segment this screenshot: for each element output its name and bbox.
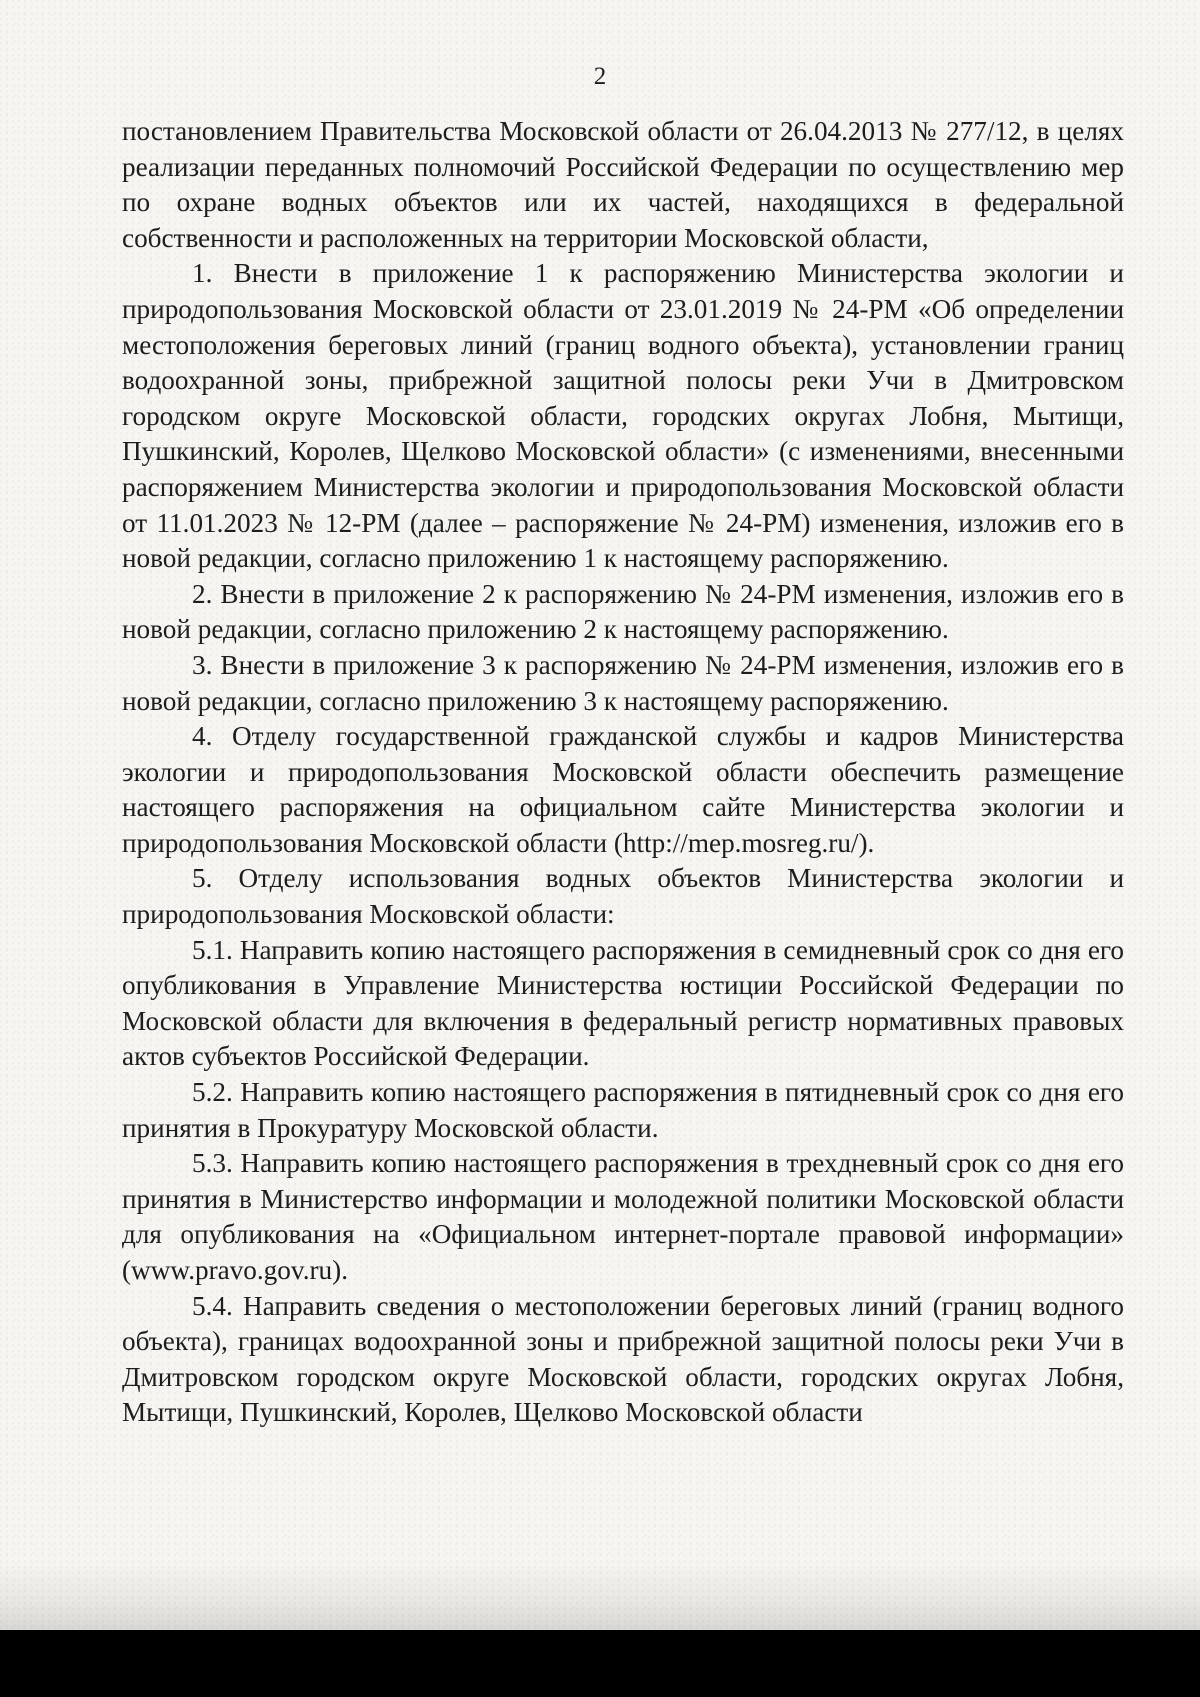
scan-black-band bbox=[0, 1630, 1200, 1697]
paragraph-item-5-4: 5.4. Направить сведения о местоположении береговых линий (границ водного объекта), границах водоохранной зоны и прибрежной защитной полосы реки Учи в Дмитровском городском округе Московской области, городских округах Лобня, Мытищи, Пушкинский, Королев, Щелково Московской области bbox=[122, 1290, 1124, 1428]
paragraph-preamble: постановлением Правительства Московской области от 26.04.2013 № 277/12, в целях реализации переданных полномочий Российской Федерации по осуществлению мер по охране водных объектов или их частей, находящихся в федеральной собственности и расположенных на территории Московской области, bbox=[122, 116, 1124, 253]
paragraph-item-5-2: 5.2. Направить копию настоящего распоряжения в пятидневный срок со дня его принятия в Прокуратуру Московской области. bbox=[122, 1077, 1124, 1143]
paragraph-item-4: 4. Отделу государственной гражданской службы и кадров Министерства экологии и природопользования Московской области обеспечить размещение настоящего распоряжения на официальном сайте Министерства экологии и природопользования Московской области (http://mep.mosreg.ru/). bbox=[122, 721, 1124, 858]
page-bottom-shadow bbox=[0, 1560, 1200, 1630]
paragraph-item-3: 3. Внести в приложение 3 к распоряжению № 24-РМ изменения, изложив его в новой редакции, согласно приложению 3 к настоящему распоряжению. bbox=[122, 649, 1124, 716]
paragraph-item-5-1: 5.1. Направить копию настоящего распоряжения в семидневный срок со дня его опубликования в Управление Министерства юстиции Российской Федерации по Московской области для включения в федеральный регистр нормативных правовых актов субъектов Российской Федерации. bbox=[122, 934, 1124, 1072]
page-number: 2 bbox=[593, 63, 607, 90]
paragraph-item-2: 2. Внести в приложение 2 к распоряжению № 24-РМ изменения, изложив его в новой редакции, согласно приложению 2 к настоящему распоряжению. bbox=[122, 578, 1124, 645]
document-body bbox=[122, 114, 1124, 1431]
paragraph-item-5: 5. Отделу использования водных объектов Министерства экологии и природопользования Московской области: bbox=[122, 863, 1124, 930]
paragraph-item-1: 1. Внести в приложение 1 к распоряжению Министерства экологии и природопользования Московской области от 23.01.2019 № 24-РМ «Об определении местоположения береговых линий (границ водного объекта), установлении границ водоохранной зоны, прибрежной защитной полосы реки Учи в Дмитровском городском округе Московской области, городских округах Лобня, Мытищи, Пушкинский, Королев, Щелково Московской области» (с изменениями, внесенными распоряжением Министерства экологии и природопользования Московской области от 11.01.2023 № 12-РМ (далее – распоряжение № 24-РМ) изменения, изложив его в новой редакции, согласно приложению 1 к настоящему распоряжению. bbox=[122, 258, 1124, 574]
paragraph-item-5-3: 5.3. Направить копию настоящего распоряжения в трехдневный срок со дня его принятия в Министерство информации и молодежной политики Московской области для опубликования на «Официальном интернет-портале правовой информации» (www.pravo.gov.ru). bbox=[122, 1148, 1124, 1285]
